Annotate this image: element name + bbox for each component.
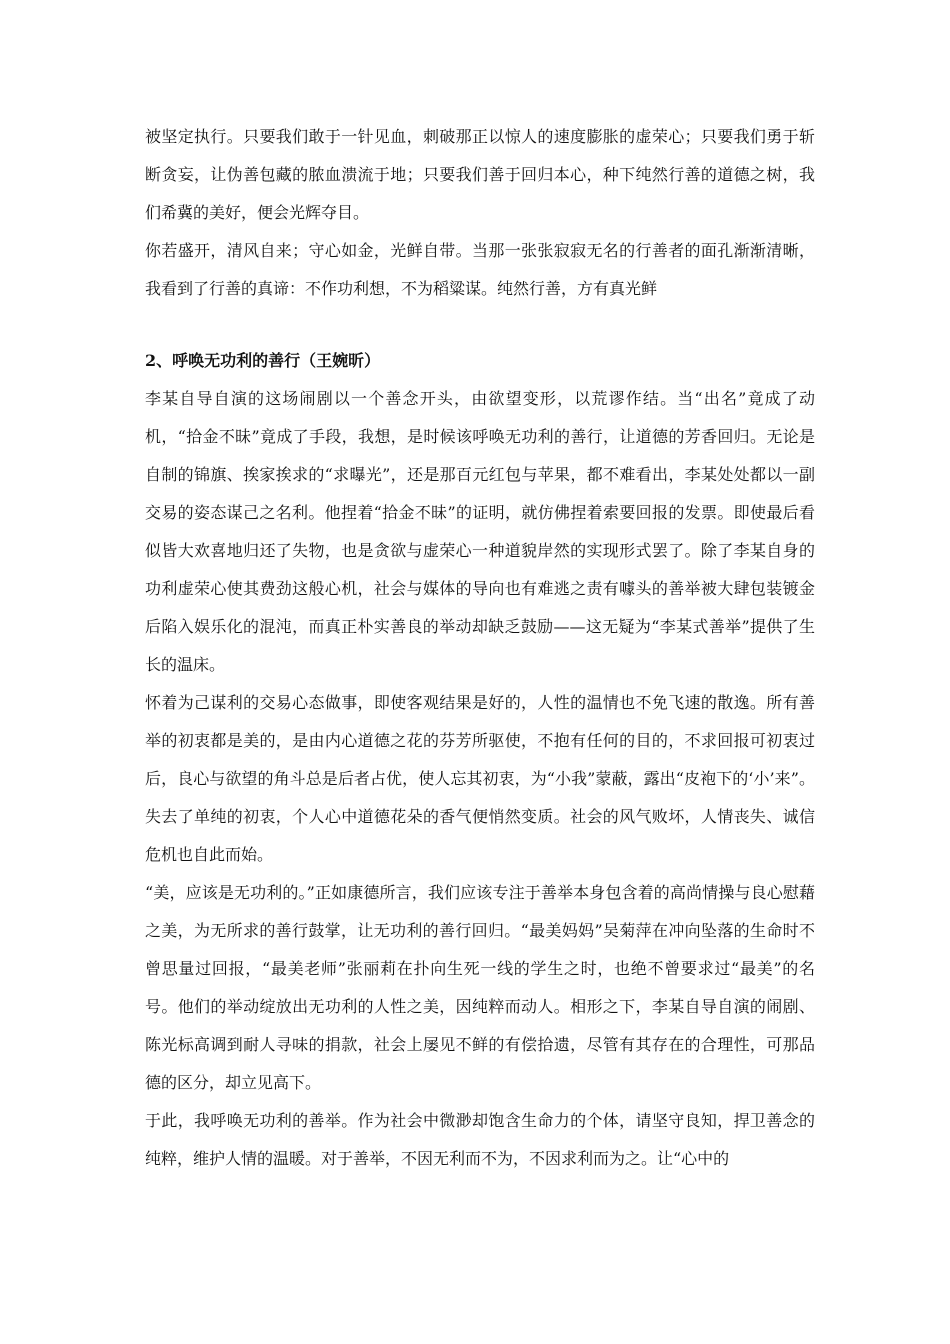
body-paragraph: “美，应该是无功利的。”正如康德所言，我们应该专注于善举本身包含着的高尚情操与良心慰藉之美，为无所求的善行鼓掌，让无功利的善行回归。“最美妈妈”吴菊萍在冲向坠落的生命时不曾思量过回报，“最美老师”张丽莉在扑向生死一线的学生之时，也绝不曾要求过“最美”的名号。他们的举动绽放出无功利的人性之美，因纯粹而动人。相形之下，李某自导自演的闹剧、陈光标高调到耐人寻味的捐款，社会上屡见不鲜的有偿拾遗，尽管有其存在的合理性，可那品德的区分，却立见高下。 — [145, 883, 815, 1092]
section-title: 2、呼唤无功利的善行（王婉昕） — [145, 351, 381, 370]
section-spacer — [145, 308, 815, 342]
intro-block — [145, 118, 815, 308]
body-paragraph: 于此，我呼唤无功利的善举。作为社会中微渺却饱含生命力的个体，请坚守良知，捍卫善念的纯粹，维护人情的温暖。对于善举，不因无利而不为，不因求利而为之。让“心中的 — [145, 1111, 815, 1168]
document-page — [145, 118, 815, 1178]
section-body — [145, 380, 815, 1178]
body-paragraph: 被坚定执行。只要我们敢于一针见血，刺破那正以惊人的速度膨胀的虚荣心；只要我们勇于斩断贪妄，让伪善包藏的脓血溃流于地；只要我们善于回归本心，种下纯然行善的道德之树，我们希冀的美好，便会光辉夺目。 — [145, 127, 815, 222]
body-paragraph: 怀着为己谋利的交易心态做事，即使客观结果是好的，人性的温情也不免飞速的散逸。所有善举的初衷都是美的，是由内心道德之花的芬芳所驱使，不抱有任何的目的，不求回报可初衷过后，良心与欲望的角斗总是后者占优，使人忘其初衷，为“小我”蒙蔽，露出“皮袍下的‘小’来”。失去了单纯的初衷，个人心中道德花朵的香气便悄然变质。社会的风气败坏，人情丧失、诚信危机也自此而始。 — [145, 693, 815, 864]
body-paragraph: 你若盛开，清风自来；守心如金，光鲜自带。当那一张张寂寂无名的行善者的面孔渐渐清晰，我看到了行善的真谛：不作功利想，不为稻粱谋。纯然行善，方有真光鲜 — [145, 241, 815, 298]
body-paragraph: 李某自导自演的这场闹剧以一个善念开头，由欲望变形，以荒谬作结。当“出名”竟成了动机，“拾金不昧”竟成了手段，我想，是时候该呼唤无功利的善行，让道德的芳香回归。无论是自制的锦旗、挨家挨求的“求曝光”，还是那百元红包与苹果，都不难看出，李某处处都以一副交易的姿态谋己之名利。他捏着“拾金不昧”的证明，就仿佛捏着索要回报的发票。即使最后看似皆大欢喜地归还了失物，也是贪欲与虚荣心一种道貌岸然的实现形式罢了。除了李某自身的功利虚荣心使其费劲这般心机，社会与媒体的导向也有难逃之责有噱头的善举被大肆包装镀金后陷入娱乐化的混沌，而真正朴实善良的举动却缺乏鼓励——这无疑为“李某式善举”提供了生长的温床。 — [145, 389, 815, 674]
